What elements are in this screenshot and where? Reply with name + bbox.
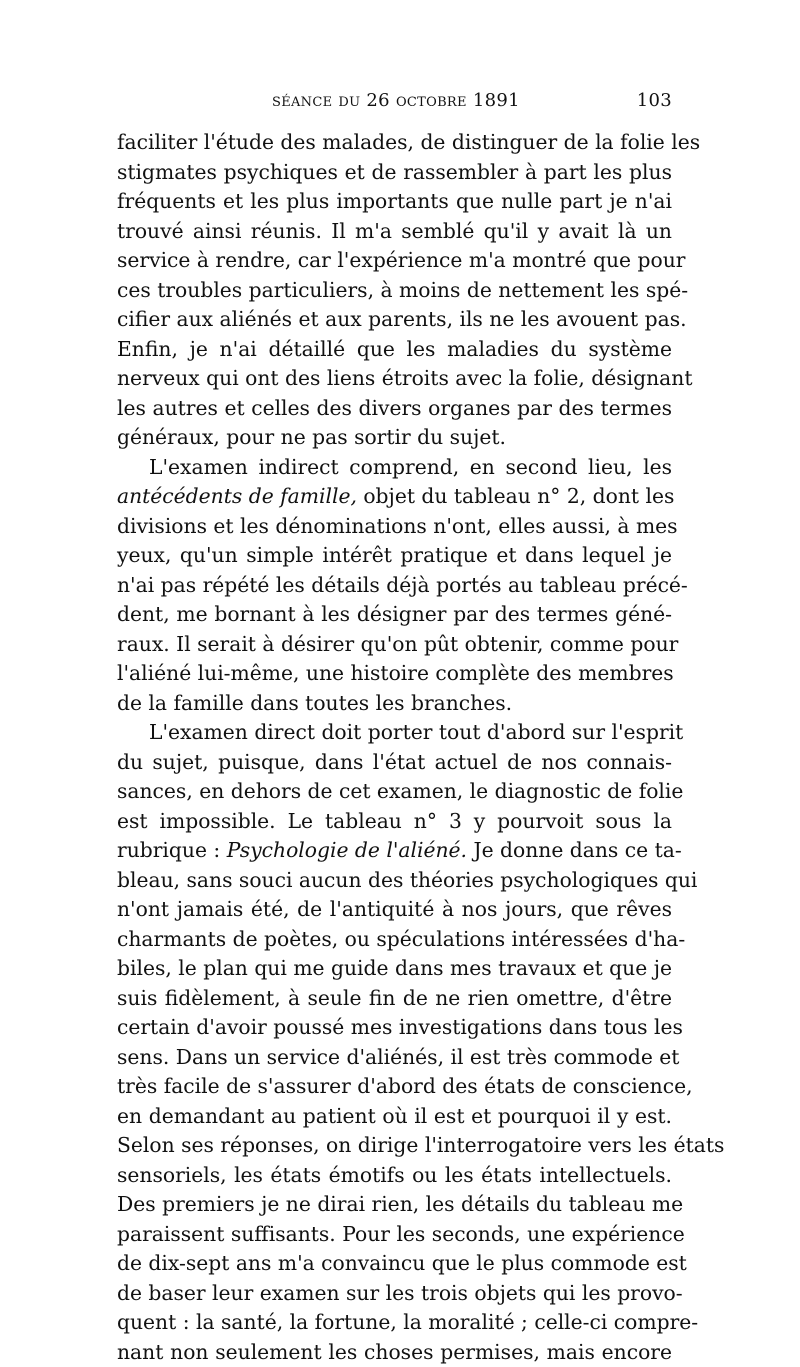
text-run: objet du tableau n° 2, dont les xyxy=(357,484,675,508)
text-line xyxy=(117,836,672,866)
text-line: du sujet, puisque, dans l'état actuel de nos connais- xyxy=(117,748,672,778)
text-line: Selon ses réponses, on dirige l'interrogatoire vers les états xyxy=(117,1131,672,1161)
text-line: très facile de s'assurer d'abord des états de conscience, xyxy=(117,1072,672,1102)
text-line: faciliter l'étude des malades, de distinguer de la folie les xyxy=(117,128,672,158)
text-line: n'ai pas répété les détails déjà portés au tableau précé- xyxy=(117,571,672,601)
text-line: L'examen direct doit porter tout d'abord sur l'esprit xyxy=(117,718,672,748)
text-line: de baser leur examen sur les trois objets qui les provo- xyxy=(117,1279,672,1309)
text-line: bleau, sans souci aucun des théories psychologiques qui xyxy=(117,866,672,896)
text-line: suis fidèlement, à seule fin de ne rien omettre, d'être xyxy=(117,984,672,1014)
text-line: certain d'avoir poussé mes investigations dans tous les xyxy=(117,1013,672,1043)
text-line: L'examen indirect comprend, en second lieu, les xyxy=(117,453,672,483)
book-page xyxy=(117,88,672,1367)
text-line: cifier aux aliénés et aux parents, ils ne les avouent pas. xyxy=(117,305,672,335)
text-line: yeux, qu'un simple intérêt pratique et dans lequel je xyxy=(117,541,672,571)
text-line: l'aliéné lui-même, une histoire complète des membres xyxy=(117,659,672,689)
text-line: sances, en dehors de cet examen, le diagnostic de folie xyxy=(117,777,672,807)
text-line: charmants de poètes, ou spéculations intéressées d'ha- xyxy=(117,925,672,955)
text-line: les autres et celles des divers organes par des termes xyxy=(117,394,672,424)
page-number: 103 xyxy=(637,90,672,111)
text-line: raux. Il serait à désirer qu'on pût obtenir, comme pour xyxy=(117,630,672,660)
text-line: biles, le plan qui me guide dans mes travaux et que je xyxy=(117,954,672,984)
text-line: divisions et les dénominations n'ont, elles aussi, à mes xyxy=(117,512,672,542)
text-line: de la famille dans toutes les branches. xyxy=(117,689,672,719)
running-header xyxy=(117,88,672,118)
text-line: sensoriels, les états émotifs ou les états intellectuels. xyxy=(117,1161,672,1191)
paragraph-2 xyxy=(117,453,672,719)
paragraph-1 xyxy=(117,128,672,453)
body-text xyxy=(117,128,672,1367)
text-line: Enfin, je n'ai détaillé que les maladies du système xyxy=(117,335,672,365)
text-line: fréquents et les plus importants que nulle part je n'ai xyxy=(117,187,672,217)
text-line: n'ont jamais été, de l'antiquité à nos jours, que rêves xyxy=(117,895,672,925)
text-line: Des premiers je ne dirai rien, les détails du tableau me xyxy=(117,1190,672,1220)
italic-rubric: Psychologie de l'aliéné. xyxy=(227,838,467,862)
text-line xyxy=(117,482,672,512)
italic-term: antécédents de famille, xyxy=(117,484,357,508)
text-line: trouvé ainsi réunis. Il m'a semblé qu'il y avait là un xyxy=(117,217,672,247)
text-line: paraissent suffisants. Pour les seconds, une expérience xyxy=(117,1220,672,1250)
text-line: stigmates psychiques et de rassembler à part les plus xyxy=(117,158,672,188)
running-title: séance du 26 octobre 1891 xyxy=(272,90,520,111)
text-line: sens. Dans un service d'aliénés, il est très commode et xyxy=(117,1043,672,1073)
text-line: ces troubles particuliers, à moins de nettement les spé- xyxy=(117,276,672,306)
text-line: quent : la santé, la fortune, la moralité ; celle-ci compre- xyxy=(117,1308,672,1338)
text-line: est impossible. Le tableau n° 3 y pourvoit sous la xyxy=(117,807,672,837)
text-line: nant non seulement les choses permises, mais encore xyxy=(117,1338,672,1367)
text-line: en demandant au patient où il est et pourquoi il y est. xyxy=(117,1102,672,1132)
text-line: de dix-sept ans m'a convaincu que le plus commode est xyxy=(117,1249,672,1279)
text-line: généraux, pour ne pas sortir du sujet. xyxy=(117,423,672,453)
text-line: nerveux qui ont des liens étroits avec la folie, désignant xyxy=(117,364,672,394)
text-line: dent, me bornant à les désigner par des termes géné- xyxy=(117,600,672,630)
text-line: service à rendre, car l'expérience m'a montré que pour xyxy=(117,246,672,276)
text-run: rubrique : xyxy=(117,838,227,862)
text-run: Je donne dans ce ta- xyxy=(467,838,682,862)
